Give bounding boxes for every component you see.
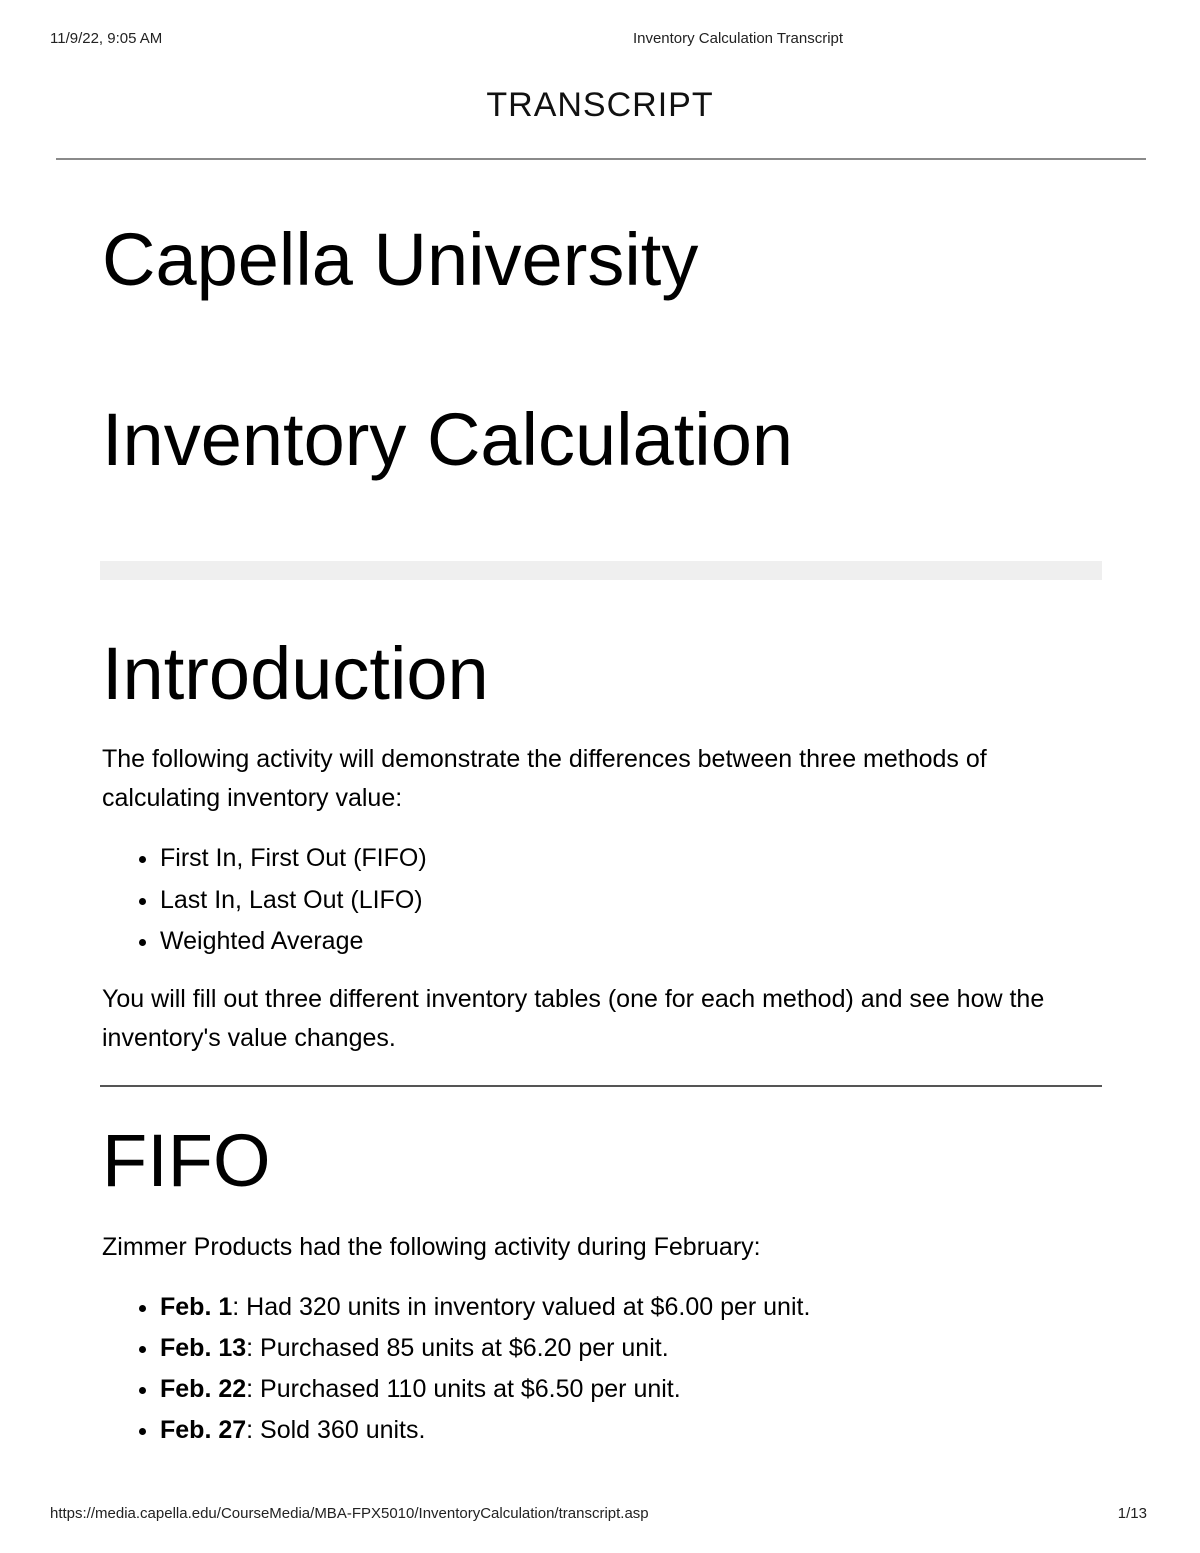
- transcript-label: TRANSCRIPT: [486, 86, 714, 124]
- list-item: [160, 1287, 810, 1328]
- introduction-closing: You will fill out three different inventory tables (one for each method) and see how the inventory's value changes.: [102, 985, 1045, 1052]
- activity-text: : Had 320 units in inventory valued at $6.00 per unit.: [232, 1293, 811, 1321]
- introduction-paragraph: The following activity will demonstrate the differences between three methods of calculating inventory value:: [102, 745, 987, 812]
- activity-date: Feb. 13: [160, 1334, 247, 1362]
- activity-text: : Purchased 110 units at $6.50 per unit.: [246, 1375, 681, 1403]
- activity-date: Feb. 1: [160, 1293, 233, 1321]
- top-divider: [56, 158, 1146, 160]
- fifo-paragraph: Zimmer Products had the following activity during February:: [102, 1233, 761, 1261]
- print-footer: [50, 1505, 1147, 1525]
- activity-text: : Sold 360 units.: [246, 1416, 426, 1444]
- activity-date: Feb. 27: [160, 1416, 247, 1444]
- print-datetime: 11/9/22, 9:05 AM: [50, 30, 163, 47]
- methods-list: [102, 838, 427, 963]
- print-url: https://media.capella.edu/CourseMedia/MBA-FPX5010/InventoryCalculation/transcript.asp: [50, 1505, 649, 1522]
- print-doc-title: Inventory Calculation Transcript: [632, 30, 844, 47]
- list-item: [160, 1369, 810, 1410]
- course-title: Inventory Calculation: [102, 398, 794, 481]
- activity-date: Feb. 22: [160, 1375, 247, 1403]
- activity-list: [102, 1287, 810, 1451]
- list-item: • Weighted Average: [160, 921, 427, 963]
- introduction-heading: Introduction: [102, 632, 489, 715]
- fifo-heading: FIFO: [102, 1119, 271, 1202]
- section-divider: [100, 1085, 1102, 1087]
- section-separator-band: [100, 561, 1102, 580]
- page-number: 1/13: [1117, 1505, 1147, 1522]
- org-title: Capella University: [102, 218, 699, 301]
- list-item: • First In, First Out (FIFO): [160, 838, 427, 880]
- print-header: [50, 30, 1150, 50]
- activity-text: : Purchased 85 units at $6.20 per unit.: [246, 1334, 669, 1362]
- list-item: • Last In, Last Out (LIFO): [160, 880, 427, 922]
- list-item: [160, 1328, 810, 1369]
- list-item: [160, 1410, 810, 1451]
